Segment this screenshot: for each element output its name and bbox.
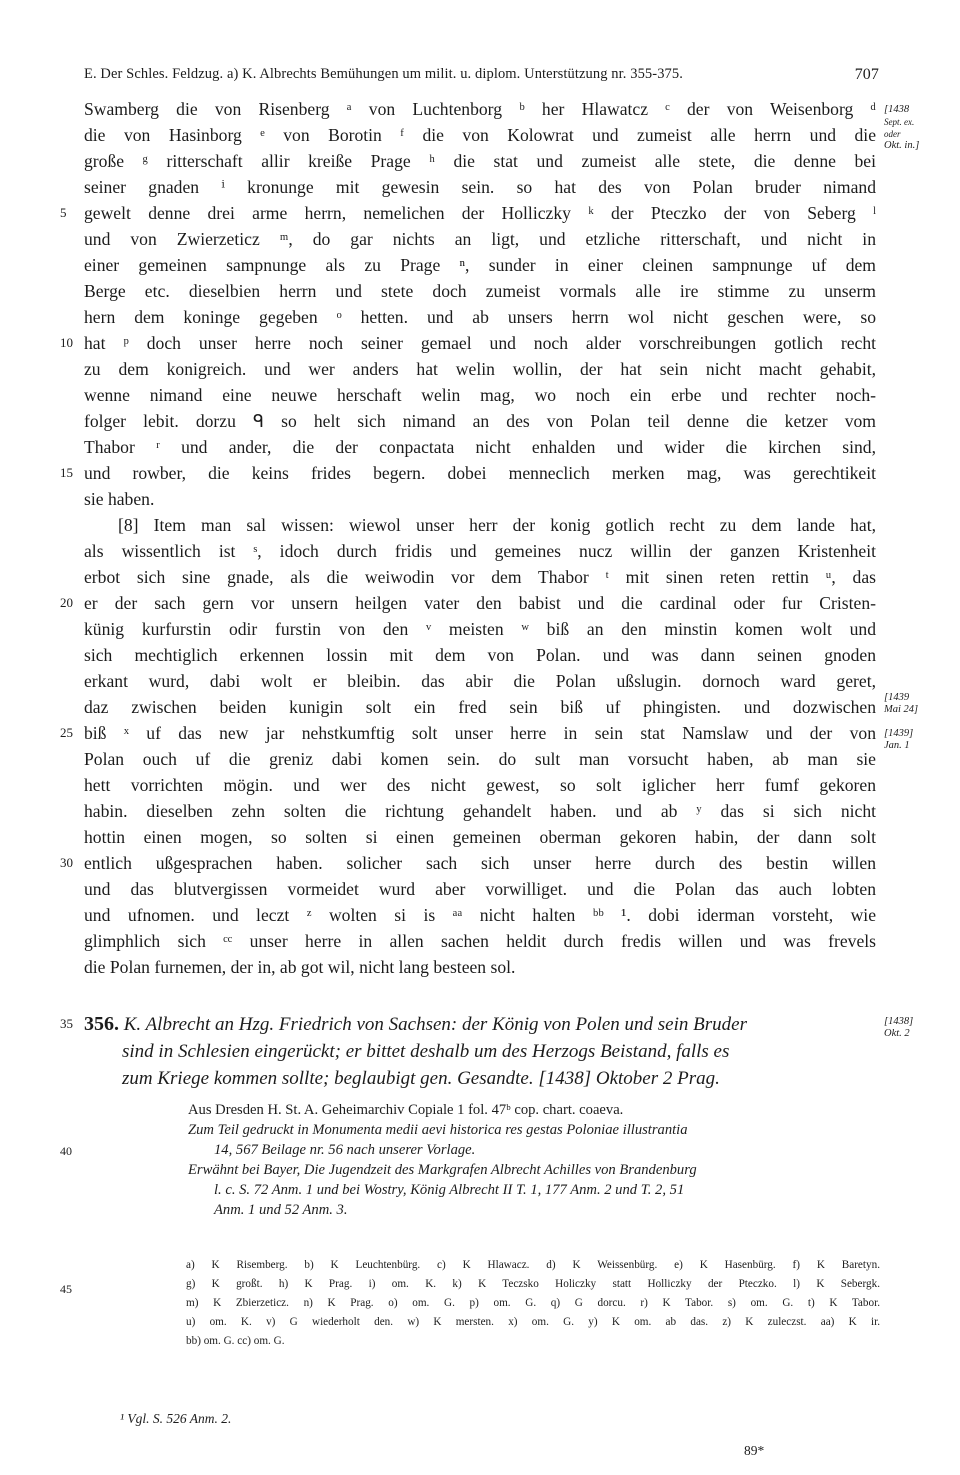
line-number: 15: [60, 465, 73, 480]
margin-note-line: [1438: [884, 104, 910, 115]
text-line: wenne nimand eine neuwe herschaft welin mag, wo noch ein erbe und rechter noch-: [84, 385, 876, 405]
text-line: sich mechtiglich erkennen lossin mit dem von Polan. und was dann seinen gnoden: [84, 645, 876, 665]
apparatus-line: u) om. K. v) G wiederholt den. w) K mersten. x) om. G. y) K om. ab das. z) K zuleczst. aa) K ir.: [186, 1316, 880, 1328]
margin-note-line: Okt. in.]: [884, 140, 920, 151]
text-line: hett vorrichten mögin. und wer des nicht gewest, so solt iglicher herr fumf gekoren: [84, 775, 876, 795]
regest-line-row: [122, 1065, 922, 1092]
margin-note-line: Okt. 2: [884, 1028, 910, 1039]
text-line: künig kurfurstin odir furstin von den ᵛ meisten ʷ biß an den minstin komen wolt und: [84, 619, 876, 639]
text-line: und von Zwierzeticz ᵐ, do gar nichts an ligt, und etzliche ritterschaft, und nicht in: [84, 229, 876, 249]
apparatus-line: m) K Zbierzeticz. n) K Prag. o) om. G. p) om. G. q) G dorcu. r) K Tabor. s) om. G. t) K Tabor.: [186, 1297, 880, 1309]
line-number: 10: [60, 335, 73, 350]
source-line: Erwähnt bei Bayer, Die Jugendzeit des Markgrafen Albrecht Achilles von Brandenburg: [188, 1162, 697, 1178]
apparatus-line: g) K großt. h) K Prag. i) om. K. k) K Teczsko Holiczky statt Holliczky der Pteczko. l) K Sebergk.: [186, 1278, 880, 1290]
text-line: entlich ußgesprachen haben. solicher sach sich unser herre durch des bestin willen: [84, 853, 876, 873]
margin-note-date: [884, 1016, 954, 1040]
text-line: glimphlich sich ᶜᶜ unser herre in allen sachen heldit durch fredis willen und was frevels: [84, 931, 876, 951]
text-line: Polan ouch uf die greniz dabi komen sein. do sult man vorsucht haben, ab man sie: [84, 749, 876, 769]
regest-line-row: [122, 1038, 922, 1065]
page-number: 707: [854, 66, 879, 83]
text-line: große ᵍ ritterschaft allir kreiße Prage ʰ die stat und zumeist alle stete, die denne bei: [84, 151, 876, 171]
margin-note-date: [884, 728, 954, 752]
running-head-title: E. Der Schles. Feldzug. a) K. Albrechts Bemühungen um milit. u. diplom. Unterstützung nr. 355-375.: [84, 66, 683, 82]
text-line: und das blutvergissen vormeidet wurd aber vorwilliget. und die Polan das auch lobten: [84, 879, 876, 899]
text-line: Thabor ʳ und ander, die der conpactata nicht enhalden und wider die kirchen sind,: [84, 437, 876, 457]
text-line: erkant wurd, dabi wolt er bleibin. das abir die Polan ußslugin. dornoch ward geret,: [84, 671, 876, 691]
text-line: folger lebit. dorzu ᑫ so helt sich nimand an des von Polan teil denne die ketzer vom: [84, 411, 876, 431]
margin-note-line: [1439]: [884, 728, 914, 739]
regest-line: zum Kriege kommen sollte; beglaubigt gen. Gesandte. [1438] Oktober 2 Prag.: [122, 1068, 720, 1089]
margin-note-date: [884, 104, 954, 152]
line-number: 20: [60, 595, 73, 610]
regest-line: sind in Schlesien eingerückt; er bittet deshalb um des Herzogs Beistand, falls es: [122, 1041, 730, 1062]
source-line: l. c. S. 72 Anm. 1 und bei Wostry, König Albrecht II T. 1, 177 Anm. 2 und T. 2, 51: [214, 1182, 685, 1198]
text-line: hottin einen mogen, so solten si einen gemeinen oberman gekoren habin, der dann solt: [84, 827, 876, 847]
apparatus-line: a) K Risemberg. b) K Leuchtenbürg. c) K Hlawacz. d) K Weissenbürg. e) K Hasenbürg. f) K Baretyn.: [186, 1259, 880, 1271]
footnote: ¹ Vgl. S. 526 Anm. 2.: [120, 1411, 232, 1426]
source-line: Anm. 1 und 52 Anm. 3.: [214, 1202, 348, 1218]
text-line: daz zwischen beiden kunigin solt ein fred sein biß uf phingisten. und dozwischen: [84, 697, 876, 717]
text-line: zu dem konigreich. und wer anders hat welin wollin, der hat sein nicht macht gehabit,: [84, 359, 876, 379]
text-line: habin. dieselben zehn solten die richtung gehandelt haben. und ab ʸ das si sich nicht: [84, 801, 876, 821]
source-line: Aus Dresden H. St. A. Geheimarchiv Copiale 1 fol. 47ᵇ cop. chart. coaeva.: [188, 1102, 624, 1118]
document-heading: [84, 1011, 884, 1038]
text-line: seiner gnaden ⁱ kronunge mit gewesin sein. so hat des von Polan bruder nimand: [84, 177, 876, 197]
margin-note-line: [1438]: [884, 1016, 914, 1027]
margin-note-line: Sept. ex.: [884, 117, 915, 127]
text-line: er der sach gern vor unsern heilgen vater den babist und die cardinal oder fur Cristen-: [84, 593, 876, 613]
text-line: die von Hasinborg ᵉ von Borotin ᶠ die von Kolowrat und zumeist alle herrn und die: [84, 125, 876, 145]
source-line: Zum Teil gedruckt in Monumenta medii aevi historica res gestas Poloniae illustrantia: [188, 1122, 688, 1138]
line-number: 30: [60, 855, 73, 870]
margin-note-line: oder: [884, 129, 901, 139]
paragraph-8-start: [8] Item man sal wissen: wiewol unser herr der konig gotlich recht zu dem lande hat,: [118, 515, 876, 535]
text-line: als wissentlich ist ˢ, idoch durch fridis und gemeines nucz willin der ganzen Kristenheit: [84, 541, 876, 561]
source-line: 14, 567 Beilage nr. 56 nach unserer Vorlage.: [214, 1142, 476, 1158]
margin-note-date: [884, 692, 954, 716]
line-number: 25: [60, 725, 73, 740]
line-number: 5: [60, 205, 67, 220]
line-number: 45: [60, 1282, 72, 1296]
apparatus-line: bb) om. G. cc) om. G.: [186, 1335, 285, 1347]
margin-note-line: Jan. 1: [884, 740, 910, 751]
text-line: gewelt denne drei arme herrn, nemelichen der Holliczky ᵏ der Pteczko der von Seberg ˡ: [84, 203, 876, 223]
text-line: die Polan furnemen, der in, ab got wil, nicht lang besteen sol.: [84, 957, 516, 977]
regest-line: K. Albrecht an Hzg. Friedrich von Sachsen: der König von Polen und sein Bruder: [123, 1014, 747, 1035]
text-line: erbot sich sine gnade, als die weiwodin vor dem Thabor ᵗ mit sinen reten rettin ᵘ, das: [84, 567, 876, 587]
signature-mark: 89*: [744, 1443, 765, 1458]
text-line: sie haben.: [84, 489, 155, 509]
line-number: 35: [60, 1016, 73, 1031]
text-line: hern dem koninge gegeben ᵒ hetten. und ab unsers herrn wol nicht geschen were, so: [84, 307, 876, 327]
text-line: und rowber, die keins frides begern. dobei menneclich merken mag, was gerechtikeit: [84, 463, 876, 483]
margin-note-line: Mai 24]: [884, 704, 919, 715]
text-line: Swamberg die von Risenberg ᵃ von Luchtenborg ᵇ her Hlawatcz ᶜ der von Weisenborg ᵈ: [84, 99, 876, 119]
text-line: Berge etc. dieselbien herrn und stete doch zumeist vormals alle ire stimme zu unserm: [84, 281, 876, 301]
margin-note-line: [1439: [884, 692, 910, 703]
document-number: 356.: [84, 1013, 119, 1035]
text-line: biß ˣ uf das new jar nehstkumftig solt unser herre in sein stat Namslaw und der von: [84, 723, 876, 743]
text-line: hat ᵖ doch unser herre noch seiner gemael und noch alder vorschreibungen gotlich recht: [84, 333, 876, 353]
text-line: einer gemeinen sampnunge als zu Prage ⁿ, sunder in einer cleinen sampnunge uf dem: [84, 255, 876, 275]
running-header: [84, 66, 879, 86]
line-number: 40: [60, 1144, 72, 1158]
text-line: und ufnomen. und leczt ᶻ wolten si is ᵃᵃ nicht halten ᵇᵇ ¹. dobi iderman vorsteht, wie: [84, 905, 876, 925]
